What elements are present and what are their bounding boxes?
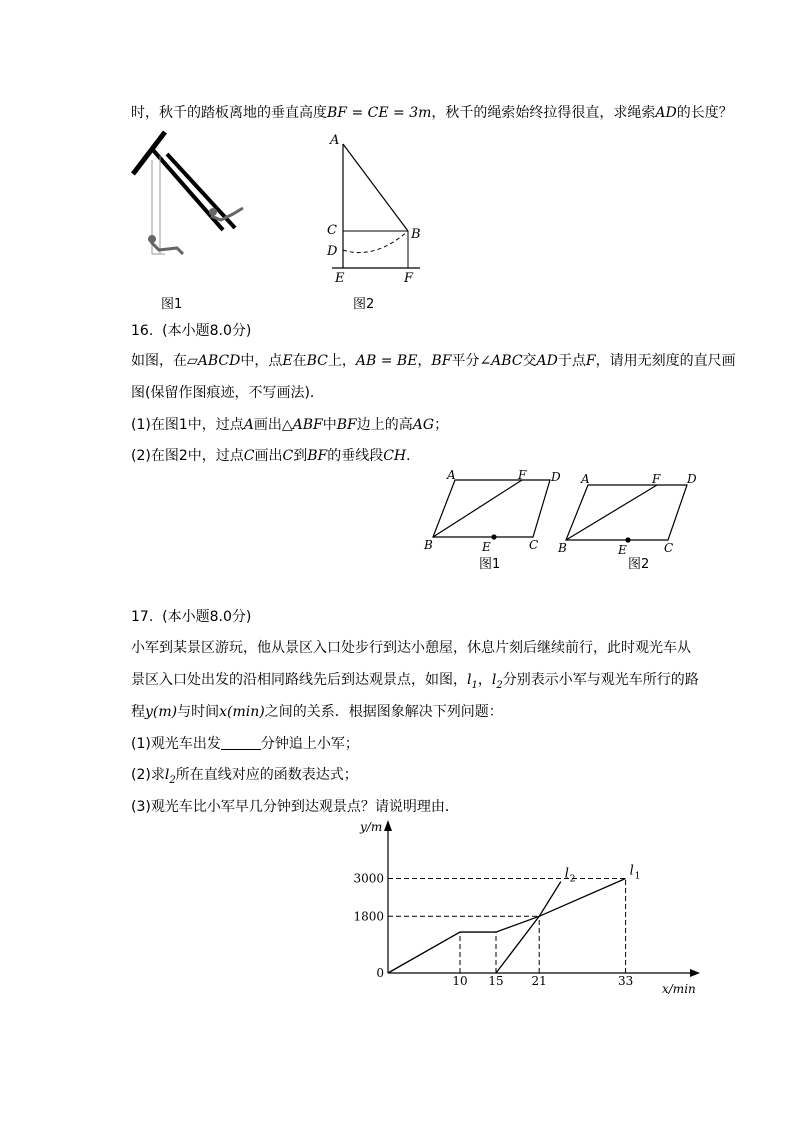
q17-text: 所在直线对应的函数表达式；: [175, 767, 358, 783]
q16-text: ，请用无刻度的直尺画: [595, 353, 736, 369]
q16-text: ；: [434, 417, 449, 433]
chart-y-tick-0: 0: [376, 966, 384, 980]
q16-header: [131, 321, 251, 341]
q16-math: BF: [431, 353, 452, 369]
q17-distance-time-chart: [340, 815, 710, 1000]
q16-figure-2: [557, 472, 697, 557]
q17-paragraph-line2: [131, 670, 699, 696]
q17-paragraph-line1: 小军到某景区游玩，他从景区入口处步行到达小憩屋，休息片刻后继续前行，此时观光车从: [131, 640, 691, 656]
q16-figure-1: [423, 468, 561, 554]
q16-text: 的垂线段: [327, 448, 384, 464]
q16-parallelogram-figures: [420, 465, 710, 570]
q16-f2-label-c: C: [664, 541, 674, 555]
q16-f1-label-f: F: [518, 468, 527, 482]
q16-math-parallelogram: ▱ABCD: [187, 353, 241, 369]
q16-subquestion-1: [131, 415, 448, 435]
q16-math: C: [243, 448, 255, 464]
q17-text: 与时间: [177, 704, 220, 720]
q17-math-sub: 2: [169, 774, 176, 786]
q17-answer-blank[interactable]: [221, 735, 261, 750]
chart-y-tick-1800: 1800: [353, 909, 384, 924]
q16-math: △ABF: [281, 417, 323, 433]
q16-text: 上，: [327, 353, 356, 369]
q16-math: CH: [383, 448, 407, 464]
q17-text: ，: [477, 672, 492, 688]
q16-text: (1)在图1中，过点: [131, 417, 244, 433]
q17-text: 景区入口处出发的沿相同路线先后到达观景点，如图，: [131, 672, 467, 688]
q16-math: BF: [307, 448, 328, 464]
q17-subquestion-2: [131, 765, 358, 791]
q16-text: 边上的高: [356, 417, 413, 433]
q17-text: 程: [131, 704, 145, 720]
q16-f2-label-e: E: [618, 543, 627, 557]
q16-number: 16.: [131, 323, 154, 339]
q16-text: 交: [522, 353, 537, 369]
q17-text: 之间的关系．根据图象解决下列问题：: [264, 704, 503, 720]
q15-label-e: E: [335, 271, 345, 286]
q16-f1-label-a: A: [447, 468, 456, 482]
q15-text-a: 时，秋千的踏板离地的垂直高度: [131, 105, 327, 121]
q15-label-b: B: [411, 227, 421, 242]
chart-axes: [384, 820, 700, 977]
q16-f2-label-a: A: [581, 472, 590, 486]
q16-math: ∠ABC: [479, 353, 523, 369]
q16-math: C: [282, 448, 294, 464]
q15-label-f: F: [404, 271, 414, 286]
chart-series-label-sub-l1: 1: [634, 871, 641, 882]
q17-math: l: [491, 672, 497, 688]
q16-text: (2)在图2中，过点: [131, 448, 244, 464]
q15-fig1-caption: 图1: [161, 297, 183, 312]
q16-f2-label-d: D: [687, 472, 697, 486]
q17-subquestion-3: (3)观光车比小军早几分钟到达观景点？请说明理由．: [131, 799, 459, 815]
q16-f1-label-b: B: [424, 538, 433, 552]
q16-text: 于点: [557, 353, 586, 369]
q17-math: x(min): [219, 704, 265, 720]
q16-text: 画出: [254, 448, 283, 464]
chart-series-label-l1: l: [629, 863, 634, 879]
chart-x-tick-21: 21: [531, 974, 547, 988]
q15-text-c: 的长度？: [676, 105, 733, 121]
q16-text: 平分: [451, 353, 480, 369]
q15-label-d: D: [327, 244, 338, 259]
q16-math: AD: [536, 353, 558, 369]
q16-text: 在: [292, 353, 307, 369]
q16-f1-label-c: C: [529, 538, 539, 552]
q17-number: 17.: [131, 609, 154, 625]
q16-math: E: [282, 353, 293, 369]
q17-math: y(m): [145, 704, 178, 720]
q16-math: F: [585, 353, 596, 369]
chart-x-tick-15: 15: [488, 974, 504, 988]
q16-text: 中，点: [240, 353, 283, 369]
q17-text: (1)观光车出发: [131, 736, 221, 752]
q16-math: AG: [412, 417, 435, 433]
q15-math-bf-ce: BF = CE = 3m: [327, 105, 432, 121]
chart-y-axis-label: y/m: [360, 820, 383, 834]
chart-y-tick-3000: 3000: [353, 871, 384, 886]
q15-math-ad: AD: [655, 105, 677, 121]
q15-figure-1-swing: [125, 126, 265, 266]
q17-math: l: [467, 672, 472, 688]
q15-text-line: [131, 103, 733, 123]
q17-text: (2)求: [131, 767, 165, 783]
q16-text: 画出: [253, 417, 282, 433]
q16-f2-label-f: F: [652, 472, 661, 486]
q16-fig2-caption: 图2: [628, 557, 650, 572]
q16-paragraph-line1: [131, 351, 736, 371]
q17-subquestion-1: [131, 734, 359, 754]
q15-fig2-caption: 图2: [353, 297, 375, 312]
q17-header: [131, 607, 251, 627]
q16-math: BC: [306, 353, 328, 369]
q16-f1-label-d: D: [551, 470, 561, 484]
q17-text: 分钟追上小军；: [260, 736, 359, 752]
chart-series-l2: [496, 882, 561, 973]
q17-math: l: [164, 767, 170, 783]
chart-series-label-sub-l2: 2: [569, 874, 576, 885]
q16-f2-label-b: B: [558, 541, 567, 555]
q17-text: 分别表示小军与观光车所行的路: [502, 672, 699, 688]
q16-text: ，: [417, 353, 432, 369]
q16-math: BF: [336, 417, 357, 433]
chart-x-tick-10: 10: [452, 974, 468, 988]
q16-math: A: [243, 417, 254, 433]
q15-label-a: A: [330, 133, 340, 148]
q16-text: 到: [293, 448, 308, 464]
chart-x-axis-label: x/min: [662, 982, 696, 996]
q16-fig1-caption: 图1: [479, 557, 501, 572]
q16-text: 如图，在: [131, 353, 187, 369]
q17-math-sub: 1: [471, 679, 478, 691]
q17-score: (本小题8.0分): [162, 609, 252, 625]
q16-f1-label-e: E: [482, 540, 491, 554]
chart-x-tick-33: 33: [617, 974, 634, 988]
q17-paragraph-line3: [131, 702, 503, 722]
q15-label-c: C: [327, 223, 337, 238]
q16-paragraph-line2: 图(保留作图痕迹，不写画法)．: [131, 385, 324, 401]
q17-math-sub: 2: [496, 679, 503, 691]
q16-score: (本小题8.0分): [162, 323, 252, 339]
q15-figure-2-geometry: [320, 128, 430, 288]
q16-text: ．: [406, 448, 421, 464]
chart-series-label-l2: l: [564, 866, 569, 882]
q16-subquestion-2: [131, 446, 420, 466]
q16-math: AB = BE: [355, 353, 418, 369]
q16-text: 中: [322, 417, 337, 433]
q15-text-b: ，秋千的绳索始终拉得很直，求绳索: [431, 105, 656, 121]
